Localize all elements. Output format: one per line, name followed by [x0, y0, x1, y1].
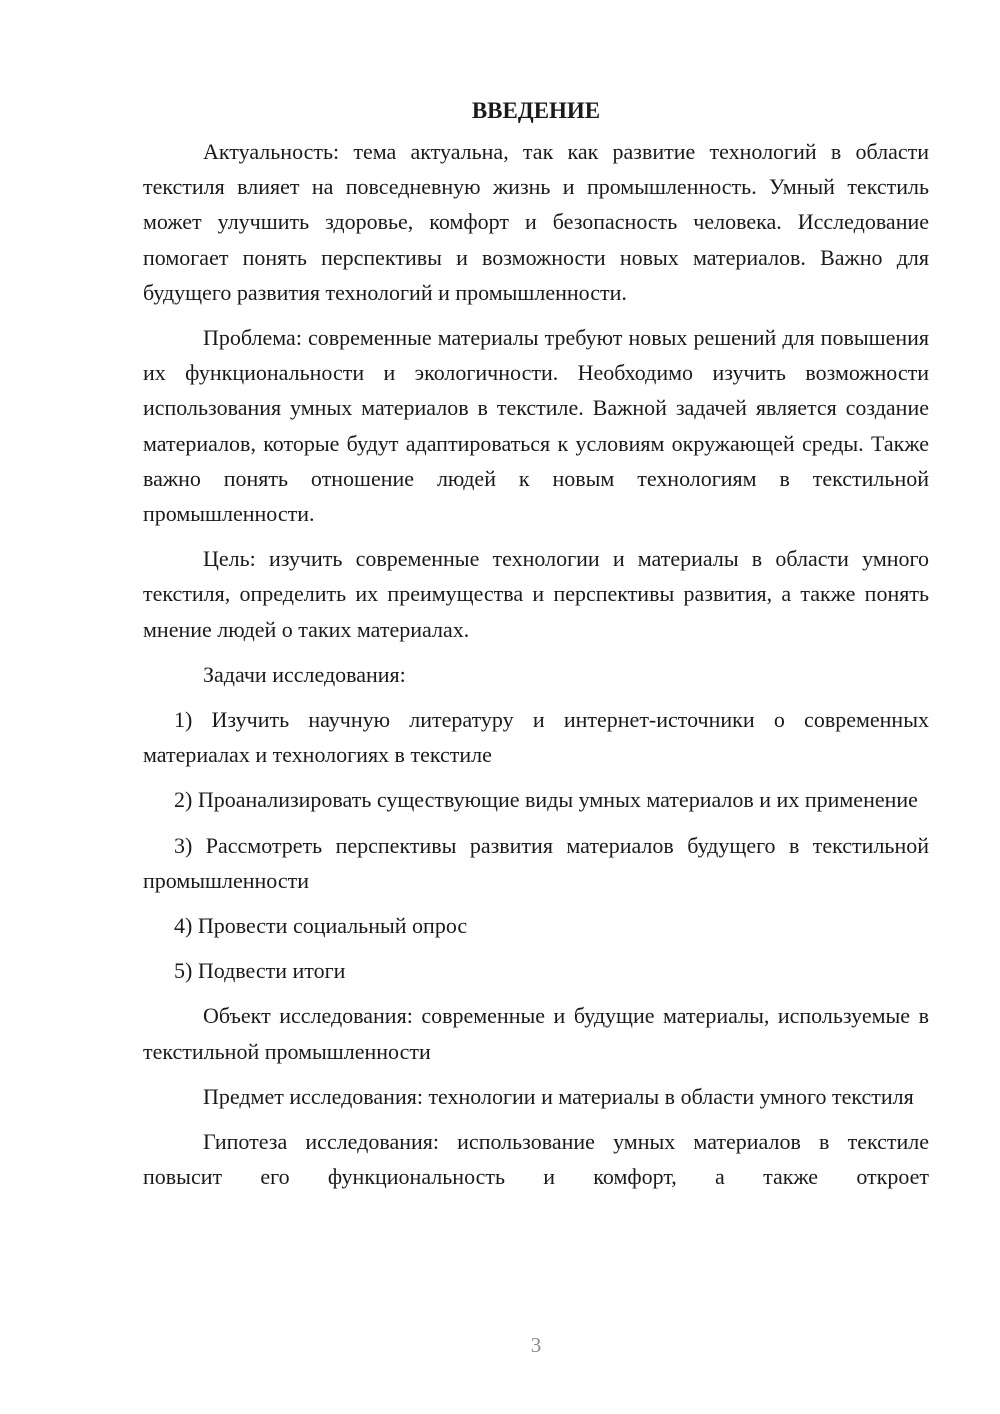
task-item-2: 2) Проанализировать существующие виды умных материалов и их применение: [174, 787, 918, 813]
tasks-title: Задачи исследования:: [203, 661, 406, 687]
task-item-1: 1) Изучить научную литературу и интернет-источники о современных материалах и технологиях в текстиле: [143, 707, 929, 768]
relevance-paragraph: Актуальность: тема актуальна, так как развитие технологий в области текстиля влияет на повседневную жизнь и промышленность. Умный текстиль может улучшить здоровье, комфорт и безопасность человека. Исследование помогает понять перспективы и возможности новых материалов. Важно для будущего развития технологий и промышленности.: [143, 139, 929, 305]
task-item-3: 3) Рассмотреть перспективы развития материалов будущего в текстильной промышленности: [143, 832, 929, 893]
page-title: ВВЕДЕНИЕ: [471, 98, 601, 123]
document-page: [143, 95, 929, 1204]
object-paragraph: Объект исследования: современные и будущие материалы, используемые в текстильной промышленности: [143, 1003, 929, 1064]
problem-paragraph: Проблема: современные материалы требуют новых решений для повышения их функциональности и экологичности. Необходимо изучить возможности использования умных материалов в текстиле. Важной задачей является создание материалов, которые будут адаптироваться к условиям окружающей среды. Также важно понять отношение людей к новым технологиям в текстильной промышленности.: [143, 325, 929, 527]
goal-paragraph: Цель: изучить современные технологии и материалы в области умного текстиля, определить их преимущества и перспективы развития, а также понять мнение людей о таких материалах.: [143, 546, 929, 642]
task-item-5: 5) Подвести итоги: [174, 958, 346, 984]
task-item-4: 4) Провести социальный опрос: [174, 913, 468, 939]
hypothesis-paragraph: Гипотеза исследования: использование умных материалов в текстиле повысит его функциональность и комфорт, а также откроет: [143, 1129, 929, 1190]
page-number: 3: [530, 1333, 542, 1357]
subject-paragraph: Предмет исследования: технологии и материалы в области умного текстиля: [203, 1083, 914, 1109]
